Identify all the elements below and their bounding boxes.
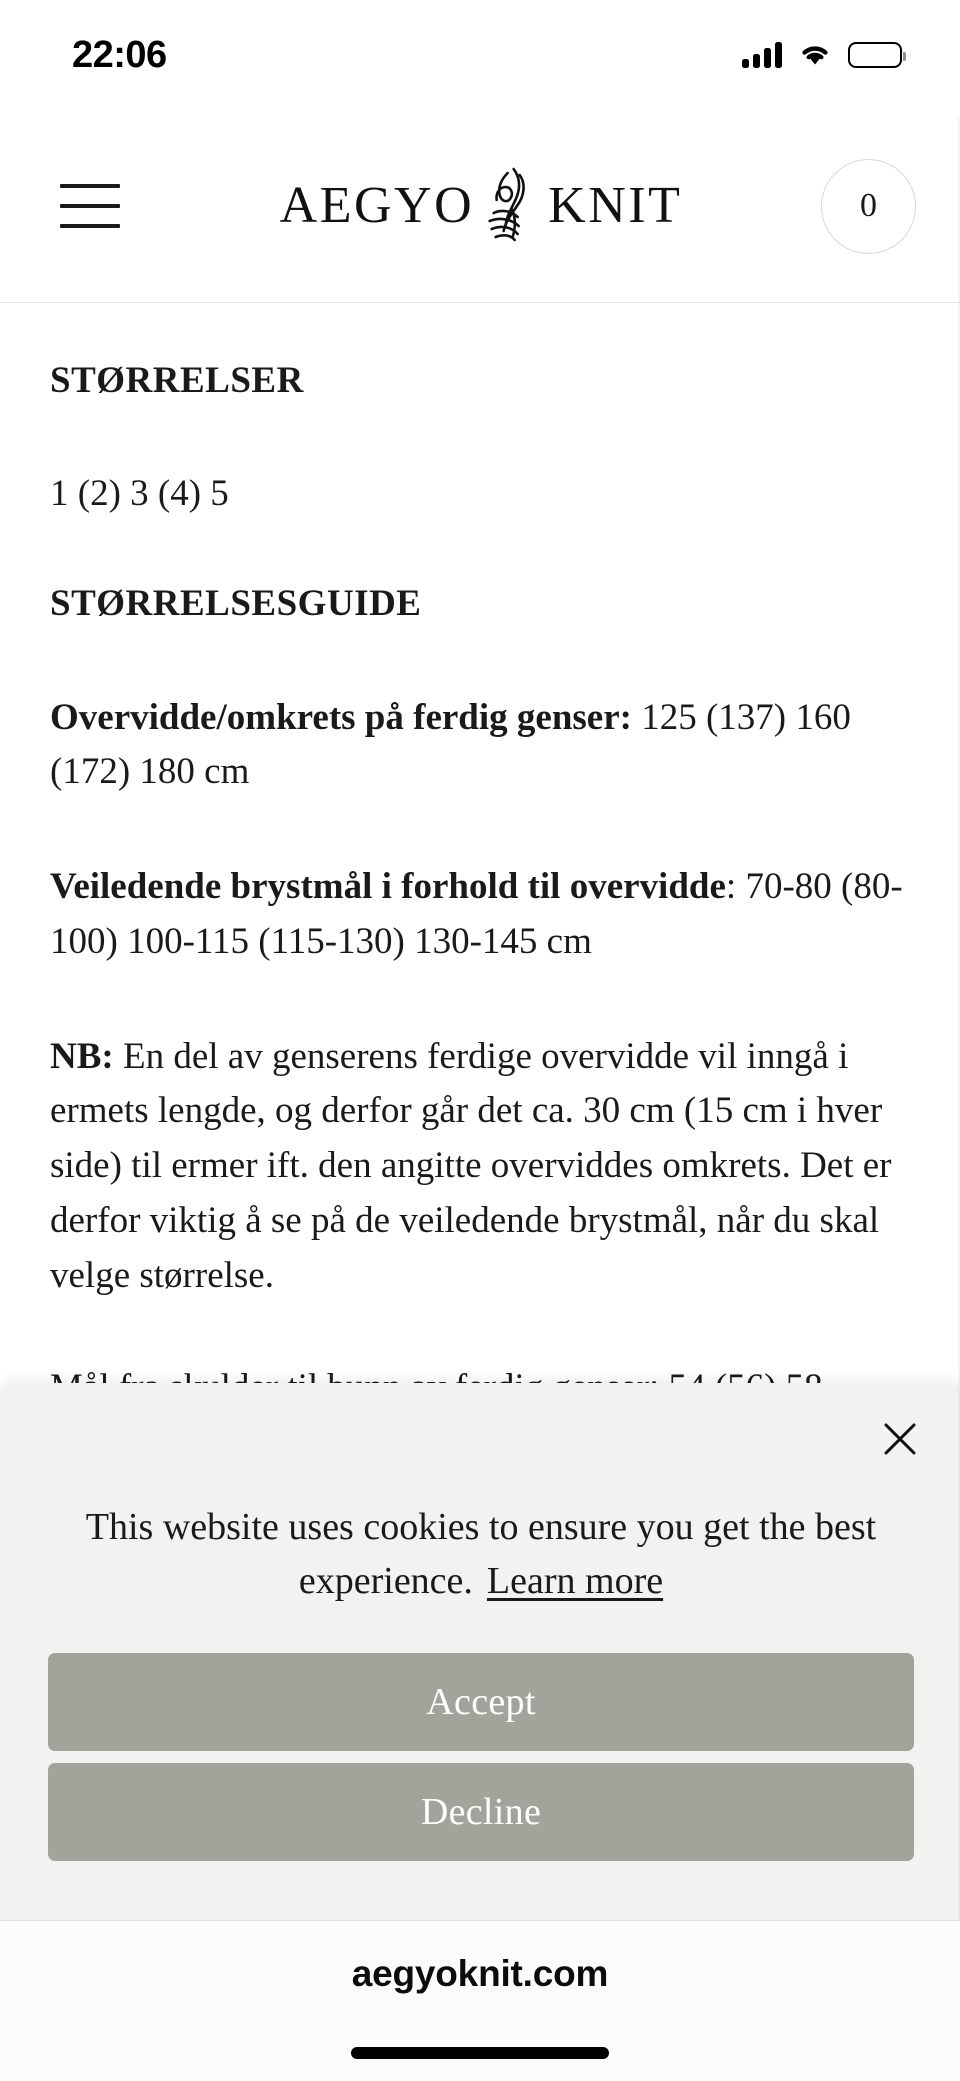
bust-circumference-row [50,691,912,801]
cookie-consent-banner [0,1383,960,1921]
close-x-icon[interactable] [872,1411,928,1467]
accept-button[interactable]: Accept [48,1653,914,1751]
brand-name-second: KNIT [548,177,683,234]
size-guide-heading: STØRRELSESGUIDE [50,583,422,625]
cart-button[interactable] [821,159,916,254]
cart-count-badge: 0 [860,187,877,224]
guide-bust-label: Veiledende brystmål i forhold til overvidde [50,866,726,908]
decline-button[interactable]: Decline [48,1763,914,1861]
sizes-values: 1 (2) 3 (4) 5 [50,473,229,515]
yarn-knot-logo-icon [480,165,542,247]
site-logo[interactable] [280,165,683,247]
status-bar-clock: 22:06 [72,33,167,76]
nb-note [50,1030,912,1304]
site-header [0,110,960,303]
hamburger-menu-icon[interactable] [60,184,120,228]
learn-more-link[interactable]: Learn more [486,1559,664,1602]
cookie-actions [48,1653,914,1861]
home-indicator[interactable] [351,2047,609,2059]
browser-bottom-bar [0,1920,960,2081]
wifi-icon [798,40,832,71]
bust-circumference-value: 125 (137) 160 (172) 180 cm [50,696,851,793]
cellular-signal-icon [742,42,782,68]
cookie-message [48,1501,914,1609]
url-display[interactable]: aegyoknit.com [351,1953,609,1994]
sizes-heading: STØRRELSER [50,360,304,401]
product-description [0,303,960,1416]
status-bar-icons [742,40,902,71]
brand-name-first: AEGYO [279,177,475,234]
guide-bust-row [50,860,912,970]
cookie-message-text: This website uses cookies to ensure you get the best experience. [85,1506,877,1602]
guide-bust-value: : 70-80 (80-100) 100-115 (115-130) 130-145 cm [50,866,903,962]
bust-circumference-label: Overvidde/omkrets på ferdig genser: [50,696,632,738]
status-bar [0,0,960,110]
nb-label: NB: [50,1035,114,1077]
nb-text: En del av genserens ferdige overvidde vil inngå i ermets lengde, og derfor går det ca. 30 cm (15 cm i hver side) til ermer ift. den angitte overviddes omkrets. Det er derfor viktig å se på de veiledende brystmål, når du skal velge størrelse. [50,1035,892,1296]
battery-icon [848,42,902,68]
webpage-viewport [0,110,960,1921]
